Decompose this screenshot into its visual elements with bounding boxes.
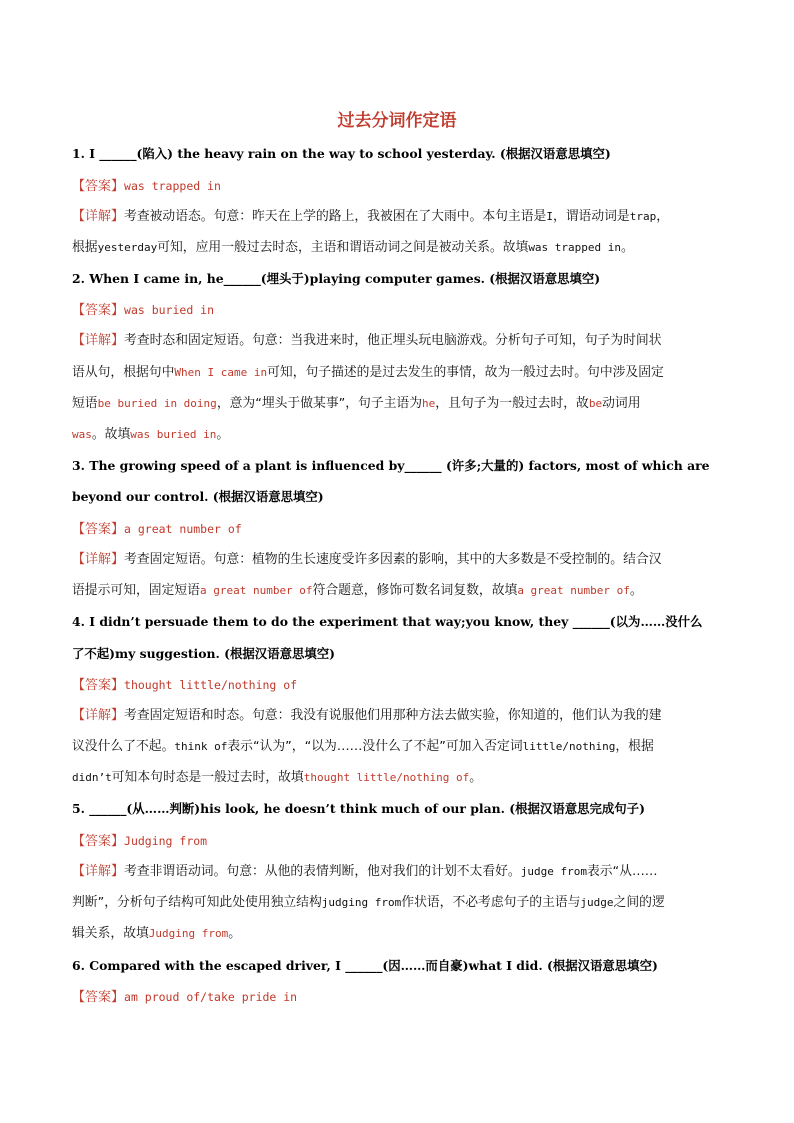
detail-term: be buried in doing — [97, 397, 217, 410]
detail-text: 语从句，根据句中 — [72, 365, 175, 380]
detail-text: 。 — [469, 770, 483, 785]
detail-term: a great number of — [517, 584, 630, 597]
detail-text: 之间的逻 — [613, 895, 665, 910]
detail-5-line-3 — [72, 925, 724, 943]
answer-text: was trapped in — [124, 179, 221, 193]
detail-text: ，意为“埋头于做某事”，句子主语为 — [216, 396, 423, 411]
detail-text: 作状语，不必考虑句子的主语与 — [401, 895, 581, 910]
detail-text: 考查时态和固定短语。句意：当我进来时，他正埋头玩电脑游戏。分析句子可知，句子为时间状 — [124, 333, 662, 348]
detail-text: 考查固定短语。句意：植物的生长速度受许多因素的影响，其中的大多数是不受控制的。结合汉 — [124, 552, 662, 567]
detail-term: was trapped in — [528, 241, 622, 254]
answer-text: am proud of/take pride in — [124, 990, 298, 1004]
detail-text: 表示“从…… — [586, 864, 658, 879]
detail-term: judge — [580, 896, 614, 909]
detail-1-line-1 — [72, 208, 724, 226]
detail-tag: 【详解】 — [72, 333, 125, 348]
answer-2 — [72, 301, 724, 320]
detail-term: judge from — [520, 865, 587, 878]
detail-text: 。 — [216, 427, 230, 442]
detail-text: 。 — [629, 583, 643, 598]
detail-text: 语提示可知，固定短语 — [72, 583, 200, 598]
answer-5 — [72, 832, 724, 851]
detail-term: think of — [174, 740, 228, 753]
detail-2-line-4 — [72, 426, 724, 444]
answer-3 — [72, 520, 724, 539]
detail-3-line-2 — [72, 582, 724, 600]
answer-tag: 【答案】 — [72, 990, 125, 1005]
answer-6 — [72, 988, 724, 1007]
question-4-line-2: 了不起)my suggestion. (根据汉语意思填空) — [72, 646, 336, 661]
detail-tag: 【详解】 — [72, 552, 125, 567]
answer-tag: 【答案】 — [72, 179, 125, 194]
question-4-line-1: 4. I didn’t persuade them to do the experiment that way;you know, they ______(以为……没什么 — [72, 614, 703, 629]
detail-term: trap — [629, 210, 657, 223]
detail-text: 考查固定短语和时态。句意：我没有说服他们用那种方法去做实验，你知道的，他们认为我的建 — [124, 708, 662, 723]
detail-4-line-2 — [72, 738, 724, 756]
detail-text: 议没什么了不起。 — [72, 739, 175, 754]
detail-term: a great number of — [199, 584, 313, 597]
detail-4-line-3 — [72, 769, 724, 787]
detail-text: 考查非谓语动词。句意：从他的表情判断，他对我们的计划不太看好。 — [124, 864, 521, 879]
detail-term: judging from — [321, 896, 402, 909]
answer-tag: 【答案】 — [72, 303, 125, 318]
detail-term: When I came in — [174, 366, 268, 379]
detail-text: ，且句子为一般过去时，故 — [435, 396, 589, 411]
question-5: 5. ______(从……判断)his look, he doesn’t think much of our plan. (根据汉语意思完成句子) — [72, 801, 645, 816]
detail-term: Judging from — [148, 927, 229, 940]
question-1: 1. I ______(陷入) the heavy rain on the way to school yesterday. (根据汉语意思填空) — [72, 146, 611, 161]
detail-text: 可知，句子描述的是过去发生的事情，故为一般过去时。句中涉及固定 — [267, 365, 664, 380]
detail-1-line-2 — [72, 239, 724, 257]
detail-tag: 【详解】 — [72, 209, 125, 224]
detail-term: didn’t — [72, 771, 112, 784]
question-3-line-1: 3. The growing speed of a plant is influenced by______ (许多;大量的) factors, most of which are — [72, 458, 710, 473]
detail-term: little/nothing — [522, 740, 616, 753]
detail-term: thought little/nothing of — [303, 771, 470, 784]
detail-3-line-1 — [72, 551, 724, 569]
detail-text: 。 — [621, 240, 634, 255]
detail-text: 符合题意，修饰可数名词复数，故填 — [312, 583, 518, 598]
detail-text: 动词用 — [602, 396, 641, 411]
answer-text: a great number of — [124, 522, 242, 536]
detail-text: 。故填 — [91, 427, 131, 442]
detail-term: I — [546, 210, 553, 223]
answer-4 — [72, 676, 724, 695]
detail-5-line-2 — [72, 894, 724, 912]
detail-term: was buried in — [130, 428, 217, 441]
detail-term: be — [588, 397, 603, 410]
question-3-line-2: beyond our control. (根据汉语意思填空) — [72, 489, 324, 504]
detail-text: 辑关系，故填 — [72, 926, 149, 941]
answer-text: Judging from — [124, 834, 208, 848]
detail-text: 短语 — [72, 396, 98, 411]
answer-tag: 【答案】 — [72, 678, 125, 693]
detail-term: yesterday — [97, 241, 158, 254]
detail-text: 表示“认为”，“以为……没什么了不起”可加入否定词 — [227, 739, 523, 754]
detail-text: ，谓语动词是 — [552, 209, 630, 224]
detail-text: 根据 — [72, 240, 98, 255]
detail-tag: 【详解】 — [72, 708, 125, 723]
answer-tag: 【答案】 — [72, 834, 125, 849]
detail-text: 可知本句时态是一般过去时，故填 — [111, 770, 304, 785]
detail-4-line-1 — [72, 707, 724, 725]
question-2: 2. When I came in, he______(埋头于)playing computer games. (根据汉语意思填空) — [72, 271, 601, 286]
page-title: 过去分词作定语 — [337, 111, 457, 131]
question-6: 6. Compared with the escaped driver, I ______(因……而自豪)what I did. (根据汉语意思填空) — [72, 958, 658, 973]
detail-text: 。 — [228, 926, 242, 941]
detail-text: 考查被动语态。句意：昨天在上学的路上，我被困在了大雨中。本句主语是 — [124, 209, 547, 224]
detail-text: ，根据 — [615, 739, 654, 754]
detail-text: ， — [656, 209, 670, 224]
detail-text: 可知，应用一般过去时态，主语和谓语动词之间是被动关系。故填 — [157, 240, 529, 255]
answer-1 — [72, 177, 724, 196]
detail-2-line-3 — [72, 395, 724, 413]
answer-text: thought little/nothing of — [124, 678, 298, 692]
detail-tag: 【详解】 — [72, 864, 125, 879]
answer-text: was buried in — [124, 303, 215, 317]
detail-2-line-2 — [72, 364, 724, 382]
answer-tag: 【答案】 — [72, 522, 125, 537]
detail-term: was — [72, 428, 92, 441]
detail-text: 判断”，分析句子结构可知此处使用独立结构 — [72, 895, 322, 910]
detail-5-line-1 — [72, 863, 724, 881]
detail-2-line-1 — [72, 332, 724, 350]
detail-term: he — [422, 397, 436, 410]
